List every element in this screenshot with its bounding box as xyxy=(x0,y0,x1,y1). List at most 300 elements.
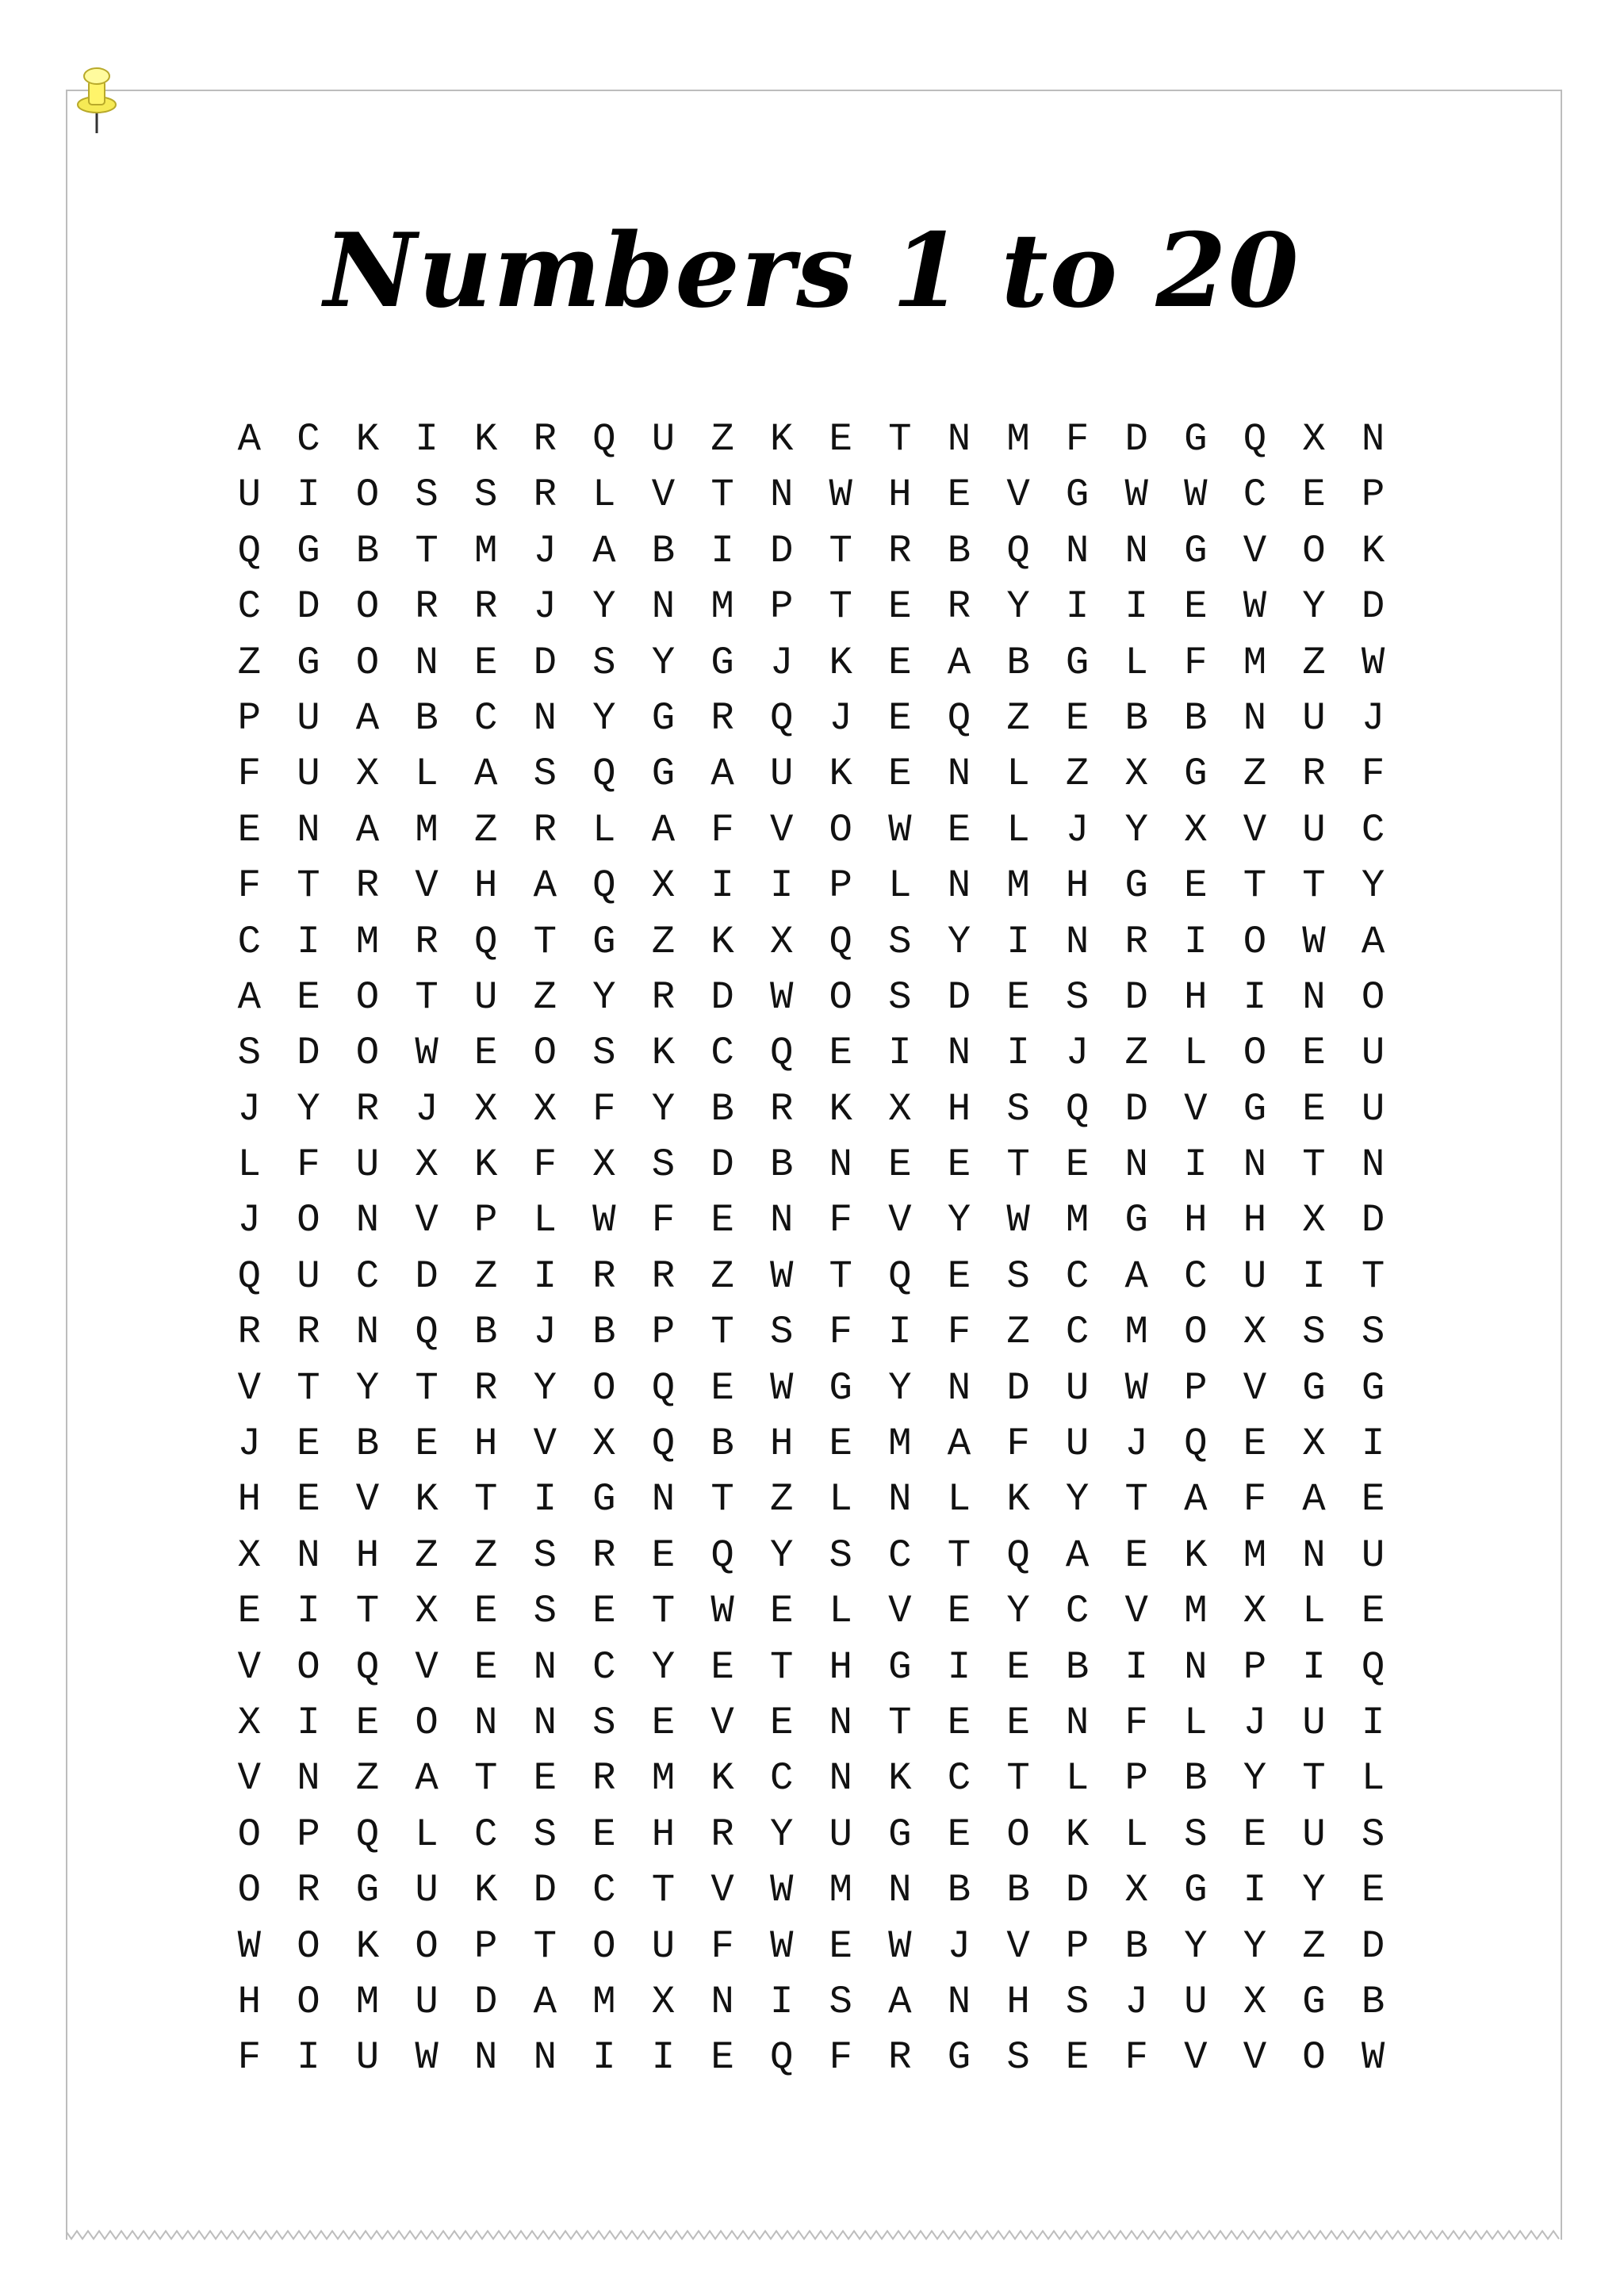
grid-letter: Z xyxy=(1302,640,1326,685)
grid-letter: N xyxy=(297,1533,320,1578)
grid-letter: S xyxy=(592,640,616,685)
grid-letter: N xyxy=(829,1756,852,1801)
grid-letter: M xyxy=(829,1868,852,1913)
grid-letter: Q xyxy=(1006,528,1030,573)
grid-letter: O xyxy=(829,974,852,1020)
grid-letter: E xyxy=(947,1589,971,1634)
grid-letter: H xyxy=(1184,1198,1208,1243)
grid-letter: W xyxy=(888,1923,912,1969)
grid-letter: N xyxy=(888,1868,912,1913)
grid-letter: R xyxy=(297,1310,320,1355)
grid-letter: O xyxy=(1243,1031,1267,1076)
grid-letter: K xyxy=(473,1868,498,1913)
grid-letter: T xyxy=(710,1310,734,1355)
grid-letter: C xyxy=(1243,473,1267,518)
grid-letter: W xyxy=(1243,584,1267,629)
grid-letter: E xyxy=(829,1422,852,1467)
grid-letter: Q xyxy=(237,528,261,573)
grid-letter: Y xyxy=(651,1644,676,1689)
grid-letter: P xyxy=(769,584,794,629)
grid-letter: K xyxy=(829,1086,852,1131)
grid-letter: V xyxy=(1243,1365,1267,1410)
grid-letter: M xyxy=(473,528,498,573)
grid-letter: J xyxy=(829,695,852,740)
grid-letter: C xyxy=(473,695,498,740)
grid-letter: W xyxy=(1361,2035,1385,2080)
grid-letter: B xyxy=(1124,1923,1148,1969)
grid-letter: C xyxy=(237,919,261,964)
grid-letter: I xyxy=(1243,1868,1267,1913)
grid-letter: R xyxy=(473,584,498,629)
grid-letter: J xyxy=(237,1086,261,1131)
grid-letter: B xyxy=(1361,1979,1385,2024)
grid-letter: S xyxy=(533,1589,557,1634)
grid-letter: E xyxy=(1243,1422,1267,1467)
grid-letter: V xyxy=(237,1644,261,1689)
grid-letter: W xyxy=(592,1198,616,1243)
grid-letter: E xyxy=(888,695,912,740)
grid-letter: E xyxy=(947,1142,971,1188)
grid-letter: E xyxy=(1302,1086,1326,1131)
grid-letter: W xyxy=(769,1868,794,1913)
grid-letter: T xyxy=(1302,1756,1326,1801)
grid-letter: A xyxy=(533,863,557,909)
grid-letter: X xyxy=(592,1422,616,1467)
grid-letter: Y xyxy=(592,974,616,1020)
grid-letter: T xyxy=(651,1868,676,1913)
grid-letter: W xyxy=(1302,919,1326,964)
grid-letter: K xyxy=(651,1031,676,1076)
grid-letter: B xyxy=(1184,1756,1208,1801)
grid-letter: F xyxy=(592,1086,616,1131)
grid-letter: B xyxy=(415,695,439,740)
grid-letter: D xyxy=(1124,974,1148,1020)
grid-letter: Q xyxy=(888,1253,912,1299)
grid-letter: H xyxy=(1065,863,1090,909)
grid-letter: J xyxy=(533,584,557,629)
grid-letter: O xyxy=(355,473,380,518)
grid-letter: O xyxy=(1184,1310,1208,1355)
grid-letter: N xyxy=(533,1700,557,1745)
grid-letter: M xyxy=(592,1979,616,2024)
grid-letter: T xyxy=(769,1644,794,1689)
grid-letter: Y xyxy=(947,1198,971,1243)
grid-letter: G xyxy=(1124,1198,1148,1243)
grid-letter: B xyxy=(1006,1868,1030,1913)
grid-letter: G xyxy=(888,1644,912,1689)
grid-letter: R xyxy=(473,1365,498,1410)
grid-letter: N xyxy=(829,1142,852,1188)
grid-letter: A xyxy=(592,528,616,573)
grid-letter: P xyxy=(651,1310,676,1355)
grid-letter: G xyxy=(1065,473,1090,518)
grid-letter: C xyxy=(237,584,261,629)
grid-letter: M xyxy=(651,1756,676,1801)
grid-letter: Z xyxy=(710,1253,734,1299)
grid-letter: U xyxy=(1361,1086,1385,1131)
grid-letter: I xyxy=(1006,1031,1030,1076)
grid-letter: N xyxy=(533,2035,557,2080)
grid-letter: O xyxy=(355,640,380,685)
grid-letter: E xyxy=(888,1142,912,1188)
grid-letter: R xyxy=(415,584,439,629)
grid-letter: C xyxy=(297,417,320,461)
grid-letter: U xyxy=(473,974,498,1020)
grid-letter: I xyxy=(947,1644,971,1689)
grid-letter: N xyxy=(1361,417,1385,461)
grid-letter: W xyxy=(1184,473,1208,518)
grid-letter: L xyxy=(1184,1031,1208,1076)
grid-letter: V xyxy=(1184,2035,1208,2080)
grid-letter: Y xyxy=(1361,863,1385,909)
grid-letter: Q xyxy=(1243,417,1267,461)
grid-letter: I xyxy=(1361,1422,1385,1467)
grid-letter: C xyxy=(592,1644,616,1689)
grid-letter: C xyxy=(769,1756,794,1801)
grid-letter: X xyxy=(1243,1589,1267,1634)
grid-letter: J xyxy=(947,1923,971,1969)
grid-letter: V xyxy=(1243,528,1267,573)
grid-letter: T xyxy=(1124,1477,1148,1522)
grid-letter: W xyxy=(769,1253,794,1299)
pushpin-icon xyxy=(73,62,121,135)
grid-letter: I xyxy=(297,919,320,964)
grid-letter: D xyxy=(1361,1923,1385,1969)
grid-letter: N xyxy=(947,1365,971,1410)
grid-letter: T xyxy=(710,473,734,518)
grid-letter: E xyxy=(1361,1589,1385,1634)
grid-letter: E xyxy=(415,1422,439,1467)
grid-letter: Q xyxy=(355,1644,380,1689)
grid-letter: E xyxy=(1361,1477,1385,1522)
grid-letter: T xyxy=(710,1477,734,1522)
grid-letter: H xyxy=(829,1644,852,1689)
grid-letter: U xyxy=(1302,807,1326,852)
grid-letter: E xyxy=(592,1589,616,1634)
grid-letter: M xyxy=(1006,417,1030,461)
grid-letter: F xyxy=(237,2035,261,2080)
grid-letter: T xyxy=(947,1533,971,1578)
grid-letter: Z xyxy=(1124,1031,1148,1076)
grid-letter: E xyxy=(829,1031,852,1076)
grid-letter: L xyxy=(1124,1812,1148,1857)
grid-letter: B xyxy=(947,528,971,573)
grid-letter: X xyxy=(1124,752,1148,797)
grid-letter: X xyxy=(1302,1198,1326,1243)
grid-letter: V xyxy=(710,1868,734,1913)
grid-letter: H xyxy=(888,473,912,518)
grid-letter: I xyxy=(533,1253,557,1299)
grid-letter: B xyxy=(710,1422,734,1467)
grid-letter: N xyxy=(1065,528,1090,573)
grid-letter: E xyxy=(1065,2035,1090,2080)
grid-letter: A xyxy=(888,1979,912,2024)
grid-letter: Q xyxy=(1184,1422,1208,1467)
grid-letter: K xyxy=(1184,1533,1208,1578)
grid-letter: I xyxy=(888,1310,912,1355)
grid-letter: V xyxy=(1006,1923,1030,1969)
grid-letter: O xyxy=(355,584,380,629)
grid-letter: K xyxy=(1006,1477,1030,1522)
grid-letter: N xyxy=(651,1477,676,1522)
grid-letter: W xyxy=(415,2035,439,2080)
grid-letter: I xyxy=(769,863,794,909)
grid-letter: U xyxy=(651,1923,676,1969)
grid-letter: S xyxy=(473,473,498,518)
grid-letter: A xyxy=(1065,1533,1090,1578)
grid-letter: A xyxy=(237,417,261,461)
grid-letter: S xyxy=(592,1031,616,1076)
grid-letter: S xyxy=(888,974,912,1020)
grid-letter: H xyxy=(651,1812,676,1857)
grid-letter: U xyxy=(355,2035,380,2080)
grid-letter: V xyxy=(769,807,794,852)
grid-letter: O xyxy=(1361,974,1385,1020)
grid-letter: O xyxy=(533,1031,557,1076)
grid-letter: K xyxy=(473,1142,498,1188)
grid-letter: S xyxy=(415,473,439,518)
grid-letter: X xyxy=(1302,417,1326,461)
grid-letter: J xyxy=(533,528,557,573)
grid-letter: E xyxy=(1006,1644,1030,1689)
grid-letter: D xyxy=(1361,1198,1385,1243)
grid-letter: E xyxy=(1184,863,1208,909)
grid-letter: O xyxy=(355,1031,380,1076)
grid-letter: X xyxy=(533,1086,557,1131)
grid-letter: V xyxy=(415,863,439,909)
grid-letter: G xyxy=(1184,1868,1208,1913)
grid-letter: V xyxy=(237,1365,261,1410)
grid-letter: Q xyxy=(592,417,616,461)
grid-letter: S xyxy=(829,1533,852,1578)
grid-letter: G xyxy=(888,1812,912,1857)
grid-letter: E xyxy=(592,1812,616,1857)
grid-letter: D xyxy=(1124,1086,1148,1131)
grid-letter: U xyxy=(829,1812,852,1857)
grid-letter: N xyxy=(947,417,971,461)
grid-letter: B xyxy=(592,1310,616,1355)
grid-letter: T xyxy=(415,974,439,1020)
grid-letter: D xyxy=(297,584,320,629)
grid-letter: S xyxy=(651,1142,676,1188)
grid-letter: L xyxy=(237,1142,261,1188)
grid-letter: H xyxy=(769,1422,794,1467)
grid-letter: I xyxy=(1065,584,1090,629)
grid-letter: G xyxy=(297,640,320,685)
grid-letter: A xyxy=(1361,919,1385,964)
grid-letter: E xyxy=(473,640,498,685)
grid-letter: V xyxy=(237,1756,261,1801)
grid-letter: E xyxy=(473,1589,498,1634)
grid-letter: G xyxy=(829,1365,852,1410)
grid-letter: Q xyxy=(947,695,971,740)
grid-letter: E xyxy=(1302,473,1326,518)
grid-letter: W xyxy=(769,1923,794,1969)
grid-letter: B xyxy=(1065,1644,1090,1689)
grid-letter: E xyxy=(1361,1868,1385,1913)
grid-letter: E xyxy=(1006,974,1030,1020)
grid-letter: U xyxy=(769,752,794,797)
grid-letter: Q xyxy=(769,695,794,740)
grid-letter: T xyxy=(297,863,320,909)
grid-letter: E xyxy=(710,2035,734,2080)
grid-letter: L xyxy=(1184,1700,1208,1745)
grid-letter: X xyxy=(651,1979,676,2024)
grid-letter: A xyxy=(1302,1477,1326,1522)
grid-letter: O xyxy=(297,1644,320,1689)
grid-letter: T xyxy=(473,1477,498,1522)
grid-letter: X xyxy=(1124,1868,1148,1913)
grid-letter: N xyxy=(947,752,971,797)
grid-letter: N xyxy=(1184,1644,1208,1689)
grid-letter: Y xyxy=(1124,807,1148,852)
grid-letter: Y xyxy=(1065,1477,1090,1522)
grid-letter: C xyxy=(1065,1310,1090,1355)
grid-letter: S xyxy=(533,1812,557,1857)
grid-letter: U xyxy=(651,417,676,461)
grid-letter: Y xyxy=(1243,1756,1267,1801)
grid-letter: E xyxy=(297,1422,320,1467)
grid-letter: E xyxy=(710,1198,734,1243)
grid-letter: G xyxy=(297,528,320,573)
grid-letter: P xyxy=(473,1198,498,1243)
grid-letter: B xyxy=(947,1868,971,1913)
grid-letter: U xyxy=(297,752,320,797)
grid-letter: F xyxy=(1184,640,1208,685)
grid-letter: G xyxy=(592,1477,616,1522)
grid-letter: E xyxy=(473,1031,498,1076)
grid-letter: L xyxy=(1065,1756,1090,1801)
grid-letter: N xyxy=(297,807,320,852)
grid-letter: N xyxy=(1361,1142,1385,1188)
grid-letter: O xyxy=(415,1700,439,1745)
grid-letter: Q xyxy=(829,919,852,964)
grid-letter: A xyxy=(415,1756,439,1801)
grid-letter: T xyxy=(473,1756,498,1801)
grid-letter: Y xyxy=(651,640,676,685)
grid-letter: H xyxy=(1243,1198,1267,1243)
grid-letter: Q xyxy=(592,752,616,797)
grid-letter: E xyxy=(297,974,320,1020)
grid-letter: R xyxy=(592,1533,616,1578)
grid-letter: Y xyxy=(592,584,616,629)
grid-letter: E xyxy=(947,473,971,518)
grid-letter: Z xyxy=(473,1253,498,1299)
grid-letter: N xyxy=(1065,919,1090,964)
grid-letter: W xyxy=(829,473,852,518)
grid-letter: R xyxy=(1124,919,1148,964)
grid-letter: E xyxy=(1243,1812,1267,1857)
grid-letter: U xyxy=(1065,1422,1090,1467)
grid-letter: Y xyxy=(947,919,971,964)
grid-letter: T xyxy=(1006,1142,1030,1188)
grid-letter: U xyxy=(1065,1365,1090,1410)
grid-letter: C xyxy=(947,1756,971,1801)
grid-letter: C xyxy=(1065,1589,1090,1634)
grid-letter: F xyxy=(297,1142,320,1188)
grid-letter: O xyxy=(297,1198,320,1243)
grid-letter: Q xyxy=(769,2035,794,2080)
grid-letter: O xyxy=(1006,1812,1030,1857)
grid-letter: T xyxy=(1302,863,1326,909)
grid-letter: K xyxy=(473,417,498,461)
grid-letter: Q xyxy=(769,1031,794,1076)
grid-letter: H xyxy=(355,1533,380,1578)
grid-letter: V xyxy=(1006,473,1030,518)
grid-letter: S xyxy=(1065,1979,1090,2024)
grid-letter: S xyxy=(237,1031,261,1076)
grid-letter: X xyxy=(769,919,794,964)
grid-letter: T xyxy=(533,919,557,964)
grid-letter: L xyxy=(592,807,616,852)
grid-letter: X xyxy=(237,1533,261,1578)
grid-letter: Y xyxy=(1006,1589,1030,1634)
grid-letter: T xyxy=(355,1589,380,1634)
grid-letter: N xyxy=(1124,1142,1148,1188)
grid-letter: B xyxy=(710,1086,734,1131)
grid-letter: Y xyxy=(297,1086,320,1131)
grid-letter: W xyxy=(1361,640,1385,685)
grid-letter: D xyxy=(769,528,794,573)
grid-letter: J xyxy=(1065,807,1090,852)
grid-letter: E xyxy=(1065,1142,1090,1188)
grid-letter: E xyxy=(533,1756,557,1801)
grid-letter: L xyxy=(415,752,439,797)
grid-letter: S xyxy=(533,752,557,797)
grid-letter: E xyxy=(355,1700,380,1745)
grid-letter: G xyxy=(1243,1086,1267,1131)
grid-letter: C xyxy=(888,1533,912,1578)
grid-letter: J xyxy=(415,1086,439,1131)
grid-letter: O xyxy=(237,1868,261,1913)
grid-letter: S xyxy=(769,1310,794,1355)
grid-letter: U xyxy=(1184,1979,1208,2024)
grid-letter: G xyxy=(592,919,616,964)
grid-letter: R xyxy=(533,417,557,461)
grid-letter: Q xyxy=(1361,1644,1385,1689)
grid-letter: T xyxy=(829,528,852,573)
grid-letter: N xyxy=(1124,528,1148,573)
grid-letter: V xyxy=(1124,1589,1148,1634)
grid-letter: N xyxy=(355,1310,380,1355)
grid-letter: N xyxy=(829,1700,852,1745)
grid-letter: R xyxy=(237,1310,261,1355)
grid-letter: F xyxy=(710,807,734,852)
grid-letter: G xyxy=(1184,417,1208,461)
grid-letter: B xyxy=(1124,695,1148,740)
grid-letter: I xyxy=(1124,1644,1148,1689)
grid-letter: V xyxy=(533,1422,557,1467)
grid-letter: Y xyxy=(592,695,616,740)
grid-letter: H xyxy=(473,863,498,909)
grid-letter: K xyxy=(888,1756,912,1801)
grid-letter: H xyxy=(473,1422,498,1467)
grid-letter: G xyxy=(1124,863,1148,909)
grid-letter: M xyxy=(888,1422,912,1467)
grid-letter: F xyxy=(651,1198,676,1243)
grid-letter: L xyxy=(829,1589,852,1634)
grid-letter: Q xyxy=(651,1365,676,1410)
grid-letter: M xyxy=(1065,1198,1090,1243)
grid-letter: M xyxy=(710,584,734,629)
grid-letter: E xyxy=(297,1477,320,1522)
grid-letter: I xyxy=(769,1979,794,2024)
grid-letter: N xyxy=(1065,1700,1090,1745)
grid-letter: N xyxy=(297,1756,320,1801)
grid-letter: N xyxy=(769,473,794,518)
grid-letter: O xyxy=(1243,919,1267,964)
grid-letter: L xyxy=(592,473,616,518)
